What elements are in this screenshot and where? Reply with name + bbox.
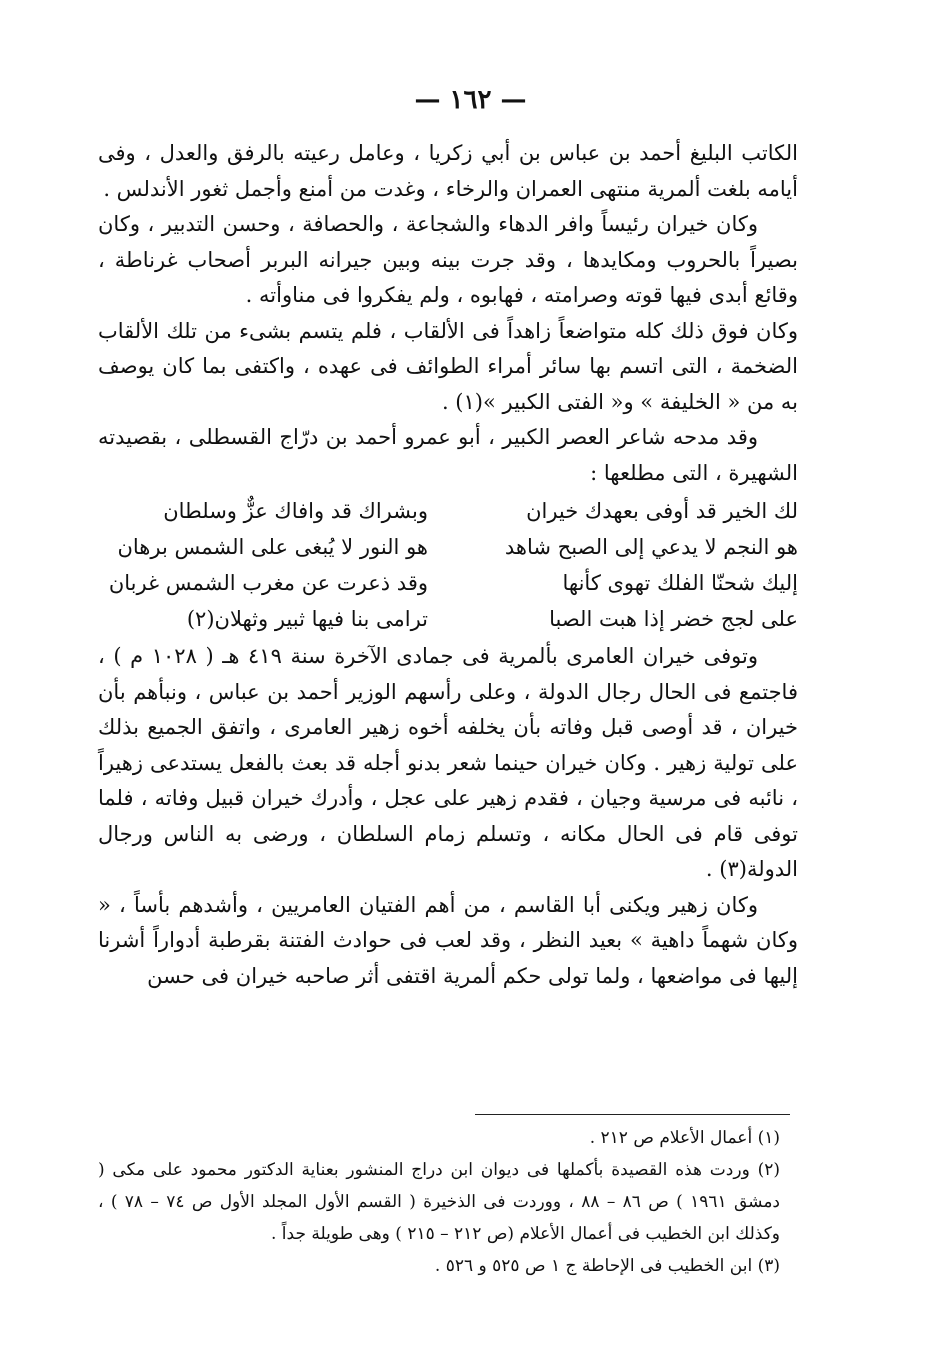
poem-verse	[98, 493, 798, 529]
poem-verse	[98, 565, 798, 601]
footnotes	[98, 1122, 798, 1282]
footnote: (٣) ابن الخطيب فى الإحاطة ج ١ ص ٥٢٥ و ٥٢٦ .	[434, 1256, 780, 1276]
verse-first-hemistich: لك الخير قد أوفى بعهدك خيران	[526, 499, 798, 523]
footnote: (١) أعمال الأعلام ص ٢١٢ .	[589, 1128, 780, 1148]
poem-verse	[98, 529, 798, 565]
verse-second-hemistich: ترامى بنا فيها ثبير وثهلان(٢)	[186, 607, 428, 631]
verse-first-hemistich: على لجج خضر إذا هبت الصبا	[549, 607, 798, 631]
page-number: — ١٦٢ —	[414, 85, 527, 115]
paragraph: وتوفى خيران العامرى بألمرية فى جمادى الآخرة سنة ٤١٩ هـ ( ١٠٢٨ م ) ، فاجتمع فى الحال رجال الدولة ، وعلى رأسهم الوزير أحمد بن عباس ، ونبأهم بأن خيران ، قد أوصى قبل وفاته بأن يخلفه أخوه زهير العامرى ، واتفق الجميع بذلك على تولية زهير . وكان خيران حينما شعر بدنو أجله قد بعث بالفعل يستدعى زهيراً ، نائبه فى مرسية وجيان ، فقدم زهير على عجل ، وأدرك خيران قبيل وفاته ، فلما توفى قام فى الحال مكانه ، وتسلم زمام السلطان ، ورضى به الناس ورجال الدولة(٣) .	[98, 644, 798, 881]
footnote-separator	[475, 1114, 790, 1115]
paragraph: وكان خيران رئيساً وافر الدهاء والشجاعة ، والحصافة ، وحسن التدبير ، وكان بصيراً بالحروب ومكايدها ، وقد جرت بينه وبين جيرانه البربر أصحاب غرناطة ، وقائع أبدى فيها قوته وصرامته ، فهابوه ، ولم يفكروا فى مناوأته .	[98, 212, 798, 307]
verse-first-hemistich: هو النجم لا يدعي إلى الصبح شاهد	[504, 535, 798, 559]
verse-first-hemistich: إليك شحنّا الفلك تهوى كأنها	[562, 571, 798, 595]
verse-second-hemistich: وقد ذعرت عن مغرب الشمس غربان	[108, 571, 428, 595]
paragraph: الكاتب البليغ أحمد بن عباس بن أبي زكريا ، وعامل رعيته بالرفق والعدل ، وفى أيامه بلغت ألمرية منتهى العمران والرخاء ، وغدت من أمنع وأجمل ثغور الأندلس .	[98, 141, 798, 201]
paragraph: وكان فوق ذلك كله متواضعاً زاهداً فى الألقاب ، فلم يتسم بشىء من تلك الألقاب الضخمة ، التى اتسم بها سائر أمراء الطوائف فى عهده ، واكتفى بما كان يوصف به من « الخليفة » و« الفتى الكبير »(١) .	[98, 318, 798, 414]
main-text	[98, 136, 798, 994]
verse-second-hemistich: وبشراك قد وافاك عزٌّ وسلطان	[163, 499, 428, 523]
paragraph: وكان زهير ويكنى أبا القاسم ، من أهم الفتيان العامريين ، وأشدهم بأساً ، « وكان شهماً داهية » بعيد النظر ، وقد لعب فى حوادث الفتنة بقرطبة أدواراً أشرنا إليها فى مواضعها ، ولما تولى حكم ألمرية اقتفى أثر صاحبه خيران فى حسن	[98, 892, 798, 988]
paragraph: وقد مدحه شاعر العصر الكبير ، أبو عمرو أحمد بن درّاج القسطلى ، بقصيدته الشهيرة ، التى مطلعها :	[98, 425, 798, 485]
verse-second-hemistich: هو النور لا يُبغى على الشمس برهان	[117, 535, 428, 559]
poem	[98, 493, 798, 637]
poem-verse	[98, 601, 798, 637]
footnote: (٢) وردت هذه القصيدة بأكملها فى ديوان ابن دراج المنشور بعناية الدكتور محمود على مكى ( دمشق ١٩٦١ ) ص ٨٦ – ٨٨ ، ووردت فى الذخيرة ( القسم الأول المجلد الأول ص ٧٤ – ٧٨ ) ، وكذلك ابن الخطيب فى أعمال الأعلام (ص ٢١٢ – ٢١٥ ) وهى طويلة جداً .	[98, 1160, 781, 1244]
